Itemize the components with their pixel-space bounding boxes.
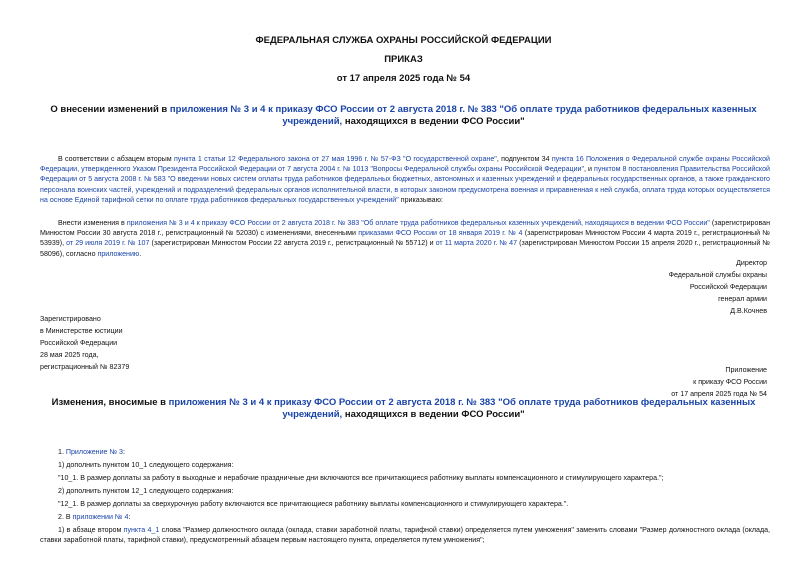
amendment-link-2[interactable]: от 29 июля 2019 г. № 107 bbox=[66, 239, 150, 248]
order-title: О внесении изменений в приложения № 3 и 4 к приказу ФСО России от 2 августа 2018 г. № 383 "Об оплате труда работников федеральных казенных учреждений, находящихся в ведении ФСО России" bbox=[50, 104, 757, 127]
regulation-link[interactable]: пункта 16 Положения о Федеральной службе охраны Российской Федерации, утвержденного Указом Президента Российской Федерации от 7 августа 2004 г. № 1013 "Вопросы Федеральной службы охраны Российской Федерации" bbox=[40, 155, 770, 174]
org-heading: ФЕДЕРАЛЬНАЯ СЛУЖБА ОХРАНЫ РОССИЙСКОЙ ФЕДЕРАЦИИ bbox=[255, 35, 552, 46]
appendix-4-link[interactable]: приложении № 4 bbox=[72, 513, 129, 521]
preamble-paragraph: В соответствии с абзацем вторым пункта 1 статьи 12 Федерального закона от 27 мая 1996 г. № 57-ФЗ "О государственной охране", подпунктом 34 пункта 16 Положения о Федеральной службе охраны Российской Федерации, утвержденного Указом Президента Российской Федерации от 7 августа 2004 г. № 1013 "Вопросы Федеральной службы охраны Российской Федерации", и пунктом 8 постановления Правительства Российской Федерации от 5 августа 2008 г. № 583 "О введении новых систем оплаты труда работников федеральных бюджетных, автономных и казенных учреждений и федеральных государственных органов, а также гражданского персонала воинских частей, учреждений и подразделений федеральных органов исполнительной власти, в которых законом предусмотрена военная и приравненная к ней служба, оплата труда которых осуществляется на основе Единой тарифной сетки по оплате труда работников федеральных государственных учреждений" приказываю: bbox=[40, 155, 771, 204]
changes-title: Изменения, вносимые в приложения № 3 и 4 к приказу ФСО России от 2 августа 2018 г. № 383 "Об оплате труда работников федеральных казенных учреждений, находящихся в ведении ФСО России" bbox=[51, 397, 756, 420]
changes-title-link[interactable]: приложения № 3 и 4 к приказу ФСО России от 2 августа 2018 г. № 383 "Об оплате труда работников федеральных казенных учреждений, bbox=[168, 397, 756, 420]
appendix-reference: Приложение к приказу ФСО России от 17 апреля 2025 года № 54 bbox=[671, 366, 767, 398]
point-4-1-link[interactable]: пункта 4_1 bbox=[123, 526, 160, 534]
doc-date-number: от 17 апреля 2025 года № 54 bbox=[336, 73, 471, 84]
change-line: 1) дополнить пунктом 10_1 следующего содержания: bbox=[58, 461, 234, 469]
doc-type: ПРИКАЗ bbox=[384, 54, 423, 65]
change-item-1: 1. Приложение № 3: bbox=[58, 448, 125, 456]
law-link[interactable]: пункта 1 статьи 12 Федерального закона от 27 мая 1996 г. № 57-ФЗ "О государственной охране" bbox=[173, 155, 497, 163]
annex-link[interactable]: приложению bbox=[97, 249, 140, 258]
registration-block: Зарегистрировано в Министерстве юстиции Российской Федерации 28 мая 2025 года, регистрационный № 82379 bbox=[40, 315, 130, 371]
appendix-link[interactable]: приложения № 3 и 4 к приказу ФСО России от 2 августа 2018 г. № 383 "Об оплате труда работников федеральных казенных учреждений, находящихся в ведении ФСО России" bbox=[126, 219, 710, 227]
amendment-link-3[interactable]: от 11 марта 2020 г. № 47 bbox=[435, 239, 518, 248]
change-line: "12_1. В размер доплаты за сверхурочную работу включаются все причитающиеся работнику выплаты компенсационного и стимулирующего характера.". bbox=[58, 500, 569, 508]
resolution-link[interactable]: пунктом 8 постановления Правительства Российской Федерации от 5 августа 2008 г. № 583 "О введении новых систем оплаты труда работников федеральных бюджетных, автономных и казенных учреждений и федеральных государственных органов, а также гражданского персонала воинских частей, учреждений и подразделений федеральных органов исполнительной власти, в которых законом предусмотрена военная и приравненная к ней служба, оплата труда которых осуществляется на основе Единой тарифной сетки по оплате труда работников федеральных государственных учреждений" bbox=[40, 165, 771, 204]
change-item-2: 2. В приложении № 4: bbox=[58, 513, 131, 521]
signature-block: Директор Федеральной службы охраны Российской Федерации генерал армии Д.В.Кочнев bbox=[668, 259, 767, 315]
change-line: 2) дополнить пунктом 12_1 следующего содержания: bbox=[58, 487, 234, 495]
change-paragraph: 1) в абзаце втором пункта 4_1 слова "Размер должностного оклада (оклада, ставки заработной платы, тарифной ставки) определяется путем умножения" заменить словами "Размер должностного оклада (оклада, ставки заработной платы, тарифной ставки), предусмотренный абзацем первым настоящего пункта, определяется путем умножения"; bbox=[40, 526, 770, 545]
title-link[interactable]: приложения № 3 и 4 к приказу ФСО России от 2 августа 2018 г. № 383 "Об оплате труда работников федеральных казенных учреждений, bbox=[169, 104, 757, 127]
order-paragraph: Внести изменения в приложения № 3 и 4 к приказу ФСО России от 2 августа 2018 г. № 383 "Об оплате труда работников федеральных казенных учреждений, находящихся в ведении ФСО России" (зарегистрирован Минюстом России 30 августа 2018 г., регистрационный № 52030) с изменениями, внесенными приказами ФСО России от 18 января 2019 г. № 4 (зарегистрирован Минюстом России 4 марта 2019 г., регистрационный № 53939), от 29 июля 2019 г. № 107 (зарегистрирован Минюстом России 22 августа 2019 г., регистрационный № 55712) и от 11 марта 2020 г. № 47 (зарегистрирован Минюстом России 15 апреля 2020 г., регистрационный № 58096), согласно приложению. bbox=[40, 219, 771, 258]
amendment-link-1[interactable]: приказами ФСО России от 18 января 2019 г. № 4 bbox=[358, 229, 523, 238]
change-line: "10_1. В размер доплаты за работу в выходные и нерабочие праздничные дни включаются все причитающиеся работнику выплаты компенсационного и стимулирующего характера."; bbox=[58, 474, 664, 482]
appendix-3-link[interactable]: Приложение № 3 bbox=[65, 448, 123, 456]
